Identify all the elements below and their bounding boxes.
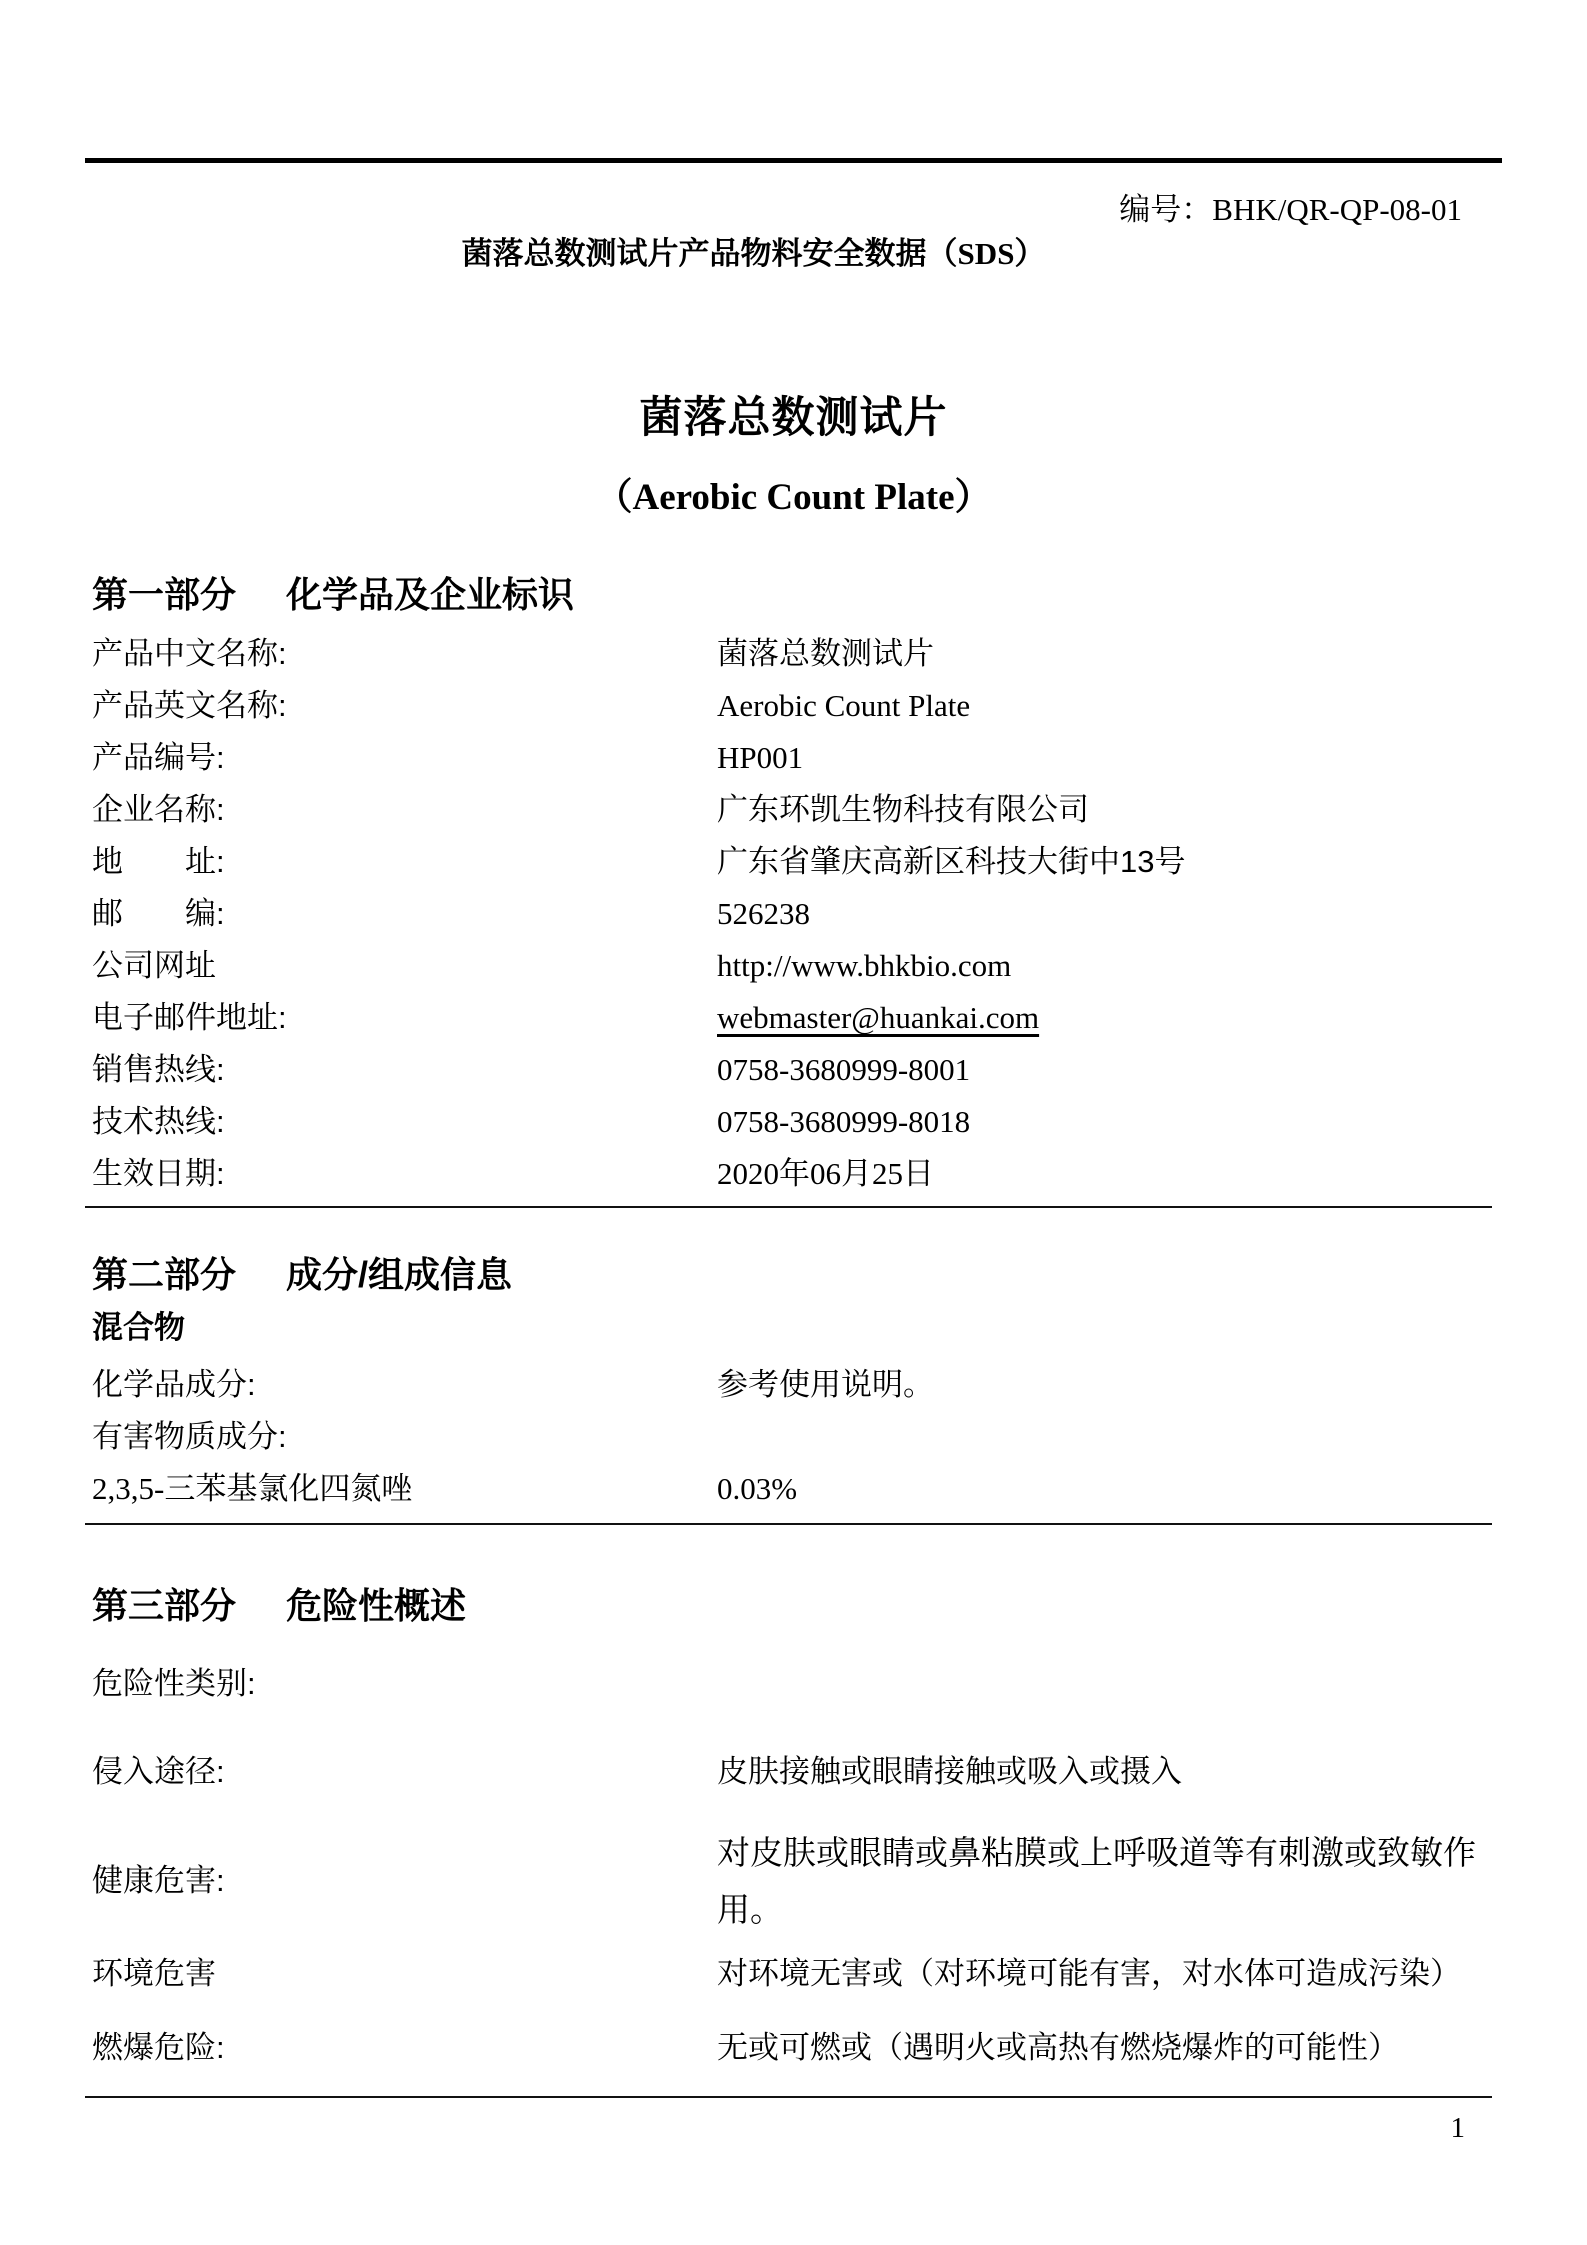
field-row-health-hazard [92,1824,1495,1938]
section1-number: 第一部分 [92,574,237,615]
field-label: 健康危害: [92,1863,225,1898]
field-row-product-code [92,732,1495,784]
field-value: 对皮肤或眼睛或鼻粘膜或上呼吸道等有刺激或致敏作用。 [717,1834,1476,1928]
doc-header-title: 菌落总数测试片产品物料安全数据（SDS） [461,236,1046,271]
section1-heading [92,573,1587,617]
field-row-website [92,940,1495,992]
footer-divider [85,2096,1492,2098]
field-label: 危险性类别: [92,1666,256,1701]
product-title-en: （Aerobic Count Plate） [595,477,992,518]
field-label: 环境危害 [92,1956,216,1991]
field-value [717,1411,1495,1463]
field-row-chemical-composition [92,1359,1495,1411]
field-label: 销售热线: [92,1052,225,1087]
field-row-hazardous-components [92,1411,1495,1463]
section3-field-list [92,1662,1495,2078]
field-row-exposure-routes [92,1750,1495,1802]
field-value: 对环境无害或（对环境可能有害，对水体可造成污染） [717,1956,1461,1991]
field-row-address [92,836,1495,888]
field-row-postcode [92,888,1495,940]
section1-title: 化学品及企业标识 [286,574,575,615]
field-value: 无或可燃或（遇明火或高热有燃烧爆炸的可能性） [717,2030,1399,2065]
field-row-company-name [92,784,1495,836]
field-row-effective-date [92,1148,1495,1200]
field-label: 有害物质成分: [92,1419,287,1454]
section3-title: 危险性概述 [286,1585,467,1626]
header-rule [85,158,1502,163]
doc-number: 编号：BHK/QR-QP-08-01 [1119,192,1462,227]
section2-title: 成分/组成信息 [286,1254,513,1295]
field-row-environment-hazard [92,1952,1495,2004]
page-number: 1 [1450,2112,1465,2144]
field-label: 燃爆危险: [92,2030,225,2065]
field-row-hazard-class [92,1662,1495,1714]
field-label: 邮 编: [92,896,225,931]
field-label: 化学品成分: [92,1367,256,1402]
field-row-ttc-component [92,1463,1495,1515]
field-row-product-name-en [92,680,1495,732]
field-value: Aerobic Count Plate [717,688,971,723]
mixture-subheading: 混合物 [92,1310,185,1345]
website-link: http://www.bhkbio.com [717,948,1012,983]
section2-number: 第二部分 [92,1254,237,1295]
field-row-sales-hotline [92,1044,1495,1096]
field-label: 电子邮件地址: [92,1000,287,1035]
field-value: 皮肤接触或眼睛接触或吸入或摄入 [717,1754,1182,1789]
field-label: 侵入途径: [92,1754,225,1789]
field-value: 参考使用说明。 [717,1367,934,1402]
section2-divider [85,1523,1492,1525]
field-label: 产品中文名称: [92,636,287,671]
email-link[interactable]: webmaster@huankai.com [717,1000,1040,1035]
field-row-fire-explosion-hazard [92,2026,1495,2078]
section1-field-list [92,628,1495,1200]
field-value [717,1662,1495,1714]
field-label: 2,3,5-三苯基氯化四氮唑 [92,1471,413,1506]
field-label: 生效日期: [92,1156,225,1191]
field-label: 技术热线: [92,1104,225,1139]
field-row-tech-hotline [92,1096,1495,1148]
field-value: HP001 [717,740,804,775]
field-label: 公司网址 [92,948,216,983]
field-row-product-name-cn [92,628,1495,680]
field-value: 菌落总数测试片 [717,636,934,671]
field-value: 2020年06月25日 [717,1156,934,1191]
section2-field-list [92,1359,1495,1515]
field-value: 0.03% [717,1471,798,1506]
field-label: 企业名称: [92,792,225,827]
field-label: 产品编号: [92,740,225,775]
section2-heading [92,1253,1587,1297]
field-label: 地 址: [92,844,225,879]
field-row-email [92,992,1495,1044]
field-label: 产品英文名称: [92,688,287,723]
section3-number: 第三部分 [92,1585,237,1626]
field-value: 526238 [717,896,810,931]
field-value: 广东环凯生物科技有限公司 [717,792,1089,827]
field-value: 0758-3680999-8018 [717,1104,971,1139]
field-value: 广东省肇庆高新区科技大街中13号 [717,844,1186,879]
field-value: 0758-3680999-8001 [717,1052,971,1087]
product-title-cn: 菌落总数测试片 [639,394,948,442]
section1-divider [85,1206,1492,1208]
section3-heading [92,1584,1587,1628]
